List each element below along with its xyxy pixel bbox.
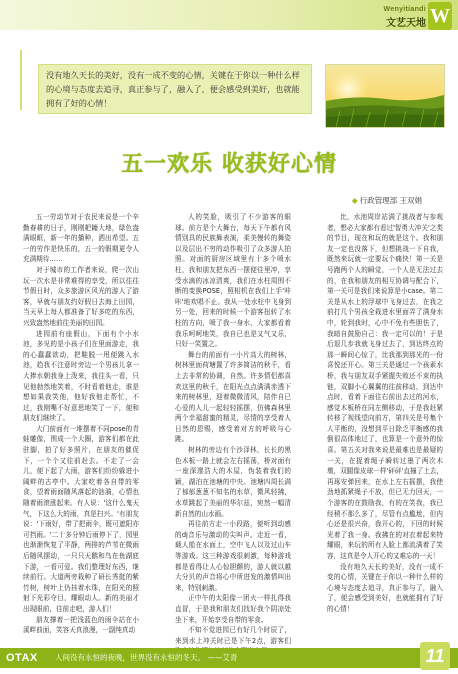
paragraph: 比，水池周岸站满了挑战者与参观者，想必大家都有看过'智勇大冲关'之类的节目，现在和玩的就是这个。我和朋友一定也没落下，但想挑战一下自我，既然来玩就一定要玩个痛快！第一关是号跑两个人的瞬觉，一个人是无法过去的，在我和朋友的相互协调与配合下，第一关可是我们来说算是小case。第二关是从水上的浮球中飞身过去，在我之前打几个男孩全栽进水里面弄了满身水中，轮到我时，心中不免有些胆怯了，我暗自鼓励自己：我一定可以的！于是后退几步我就飞身过去了，到达终点的那一瞬间心惊了，比我那到那光的一份喜悦还开心。第三关是通过一个孩素水桥，我与朋友双手紧握失败还不束的执链，双脚小心翼翼的往前移动，到达中点时，看着下面往右前出去过的河水，感觉木板桥在同左侧移动，于是我赶紧转移了视线望向前方，第四关是号集个人平衡的，没想到平日除乏平衡感的我倒很高体地过了，也算是一个意外的惊喜。第五关对我来说是最难也是最疑的一关，在捉着绳子瞬转过墨了两次木墩，双腿像皮球一样'砰砰'直撞了上去，再琢安弹回来，在水上左右摇摆，我使劲地抓紧绳子不放，但已无力回天，一个游客的在鼓励我，有的在笑我，我已经稍不那么多了，尽管有点尴尬，但内心还是很兴奋，我开心的，下回的时候光着了我一身。我拂在的对衣着起来特耀眼，来玩的所有人脸上都流满着了笑容，这真是令人开心的又难忘的一天！ (327, 213, 443, 560)
byline-text: 行政管理部 王双娟 (359, 196, 422, 205)
intro-text: 没有地久天长的美好，没有一成不变的心情，关键在于你以一种什么样的心境与态度去追寻，真正参与了，融入了，便会感受到美好，也就能拥有了好的心情！ (46, 70, 300, 108)
section-logo: W (428, 2, 452, 30)
bullet-icon: ◆ (351, 196, 358, 205)
article-title: 五一欢乐 收获好心情 (121, 152, 337, 177)
masthead-en-title: Wenyitiandi (383, 6, 426, 13)
paragraph: 对于城市的工作者来说，爬一次山玩一次水是非常难得的享受，所以往往节假日时，众多旅游区风光的游人了游客，早就与朋友约好假日去海上田园，当天早上每人都准备了好多吃的东西，兴致盎然地前往美丽的田园。 (23, 265, 139, 327)
article-column-3 (327, 212, 443, 615)
paragraph: 正中午的太阳像一团火一样扎得我直冒，于是我和朋友们找好我个阴凉处坐下来，开始享受自带的零食。 (175, 594, 291, 624)
paragraph: 人的笑脸，吸引了不少游客的眼球。前方是个大舞台，每天下午都有风情别具的民族舞表演，柔美慢转的舞姿以及层出不穷的动作吸引了众多游人拍照。对面的厨房区域里有十多个喷水柱，我和朋友把东西一摆便往里冲，享受水滴的冰凉清爽，我们在水柱周围不断的变换POSE，照相机在我们上手'咔咔'地欢唱不止。我从一处水柱中飞身到另一处，回来的时候一个游客扭转了水柱的方向，喷了我一身水，大家都看着我乐呵呵地笑，我自已也是又气又乐，只好一笑置之。 (175, 213, 291, 349)
paragraph: 树林的旁边有个沙泽林，长长的黑色木板一路上就会左右摇荡，桥对面有一座深邃浩大的木屋，伪装着我们的颖，湖泊在池塘的中央。池塘四周长满了郁郁葱葱不知名的水草，微风轻拂，水草跳起了美丽的华尔兹，宛然一幅清新自然的山水画。 (175, 446, 291, 518)
paragraph: 再往前方走一小段路，便听到动感的dj音乐与激动的尖叫声。走近一看，载人船在水面上，空中飞人以及过山车等游戏。这三种游戏很刺激，每种游戏都是看得让人心惊胆颤的，游人就以越大分贝的声音将心中所进发的激情叫出来，特别刺激。 (175, 520, 291, 592)
page-number: 11 (420, 642, 450, 670)
byline (352, 195, 422, 206)
field-sunset-image (326, 65, 444, 127)
paragraph: 大门前面有一堆摆着不同pose的青蛙雕像，围成一个大圈，游客们都在此驻脚，拍了好多照片，在朋友的催促下，一个个又往前赶去。不走了一会儿，便下起了大雨，游客们纷纷躲进小阔畔的古亭中。大家吃着各自带的零食，望着雨面随风落起的涟漪，心情也随着雨滚涨起来。有人说：'这什么鬼天气，下这么大的雨，真是扫兴。'有朋友说：'下雨好，带了把雨伞，既可遮阳亦可挡雨。'二十多分钟后雨停下了，园里也渐渐恢复了平静，两排的芦苇在微雨后随风摆动，一只只天鹅和鸟在鱼湖底下游，一看可爱。我们整理好东西，继续前行。大道两旁栽种了研长秀挺的紫竹树，树叶上仍挂着水珠，在阳光的照射下光彩夺目，耀眼动人。新的美丽才出现眼前，往前走吧，游人们！ (23, 424, 139, 613)
field-sunset-photo (325, 64, 445, 128)
footer-brand: OTAX (6, 652, 38, 664)
footer-slogan: 人间没有永恒的夜晚，世界没有永恒的冬天。 ——艾青 (55, 653, 238, 662)
paragraph: 没有地久天长的美好，没有一成不变的心情，关键在于你以一种什么样的心境与态度去追寻，真正参与了，融入了，便会感受到美好，也就能拥有了好的心情！ (327, 562, 443, 613)
paragraph: 不知不觉进园已有好几个时辰了，来到水上冲关时已是下午2点，游客们 (175, 626, 291, 645)
paragraph: 进园前有座假山，下面有个小水池，多见的是小孩子们在里面游走，我的心蠢蠢欲动，把鞋脱一甩便跳入水池，趋我不注意时旁边一个男孩儿拿一大捧水朝我身上泼来，我往头一看，只见他勃然地笑着，不时看着他走，谁是想如果我笑他，他好我他走帮忙，不过，我刚嘴不好意思地笑了一下，便和朋友们继续了。 (23, 329, 139, 423)
paragraph: 朋友撑着一把浅蓝色的雨伞站在小溪畔前面，笑容天真浪漫，一副纯真动 (23, 615, 139, 635)
masthead (384, 6, 426, 29)
article-column-2 (175, 212, 291, 657)
paragraph: 五一劳动节对于农民来说是一个辛勤春耕的日子，刚刚耙耱大地，绿色盎满眼眶，新一年的播种，洒出希望。五一的劳作是快乐的，五一的假期更令人充满期待…… (23, 213, 139, 264)
article-column-1 (23, 212, 139, 636)
paragraph: 舞台的前面有一小片高大的树林，树林里面荷塘置了许多简洁的秋千，看上去非常的协调，自然。许多情侣都喜欢这里的秋千，在阳光点点满满赤透下来的树林里，迎着微微清风，陪伴自已心爱的人儿一起轻轻摇摆，仿佛森林里两个幸福甜蜜的精灵，尽情的享受着人日然的恩赐，感受着对方的呼吸与心跳。 (175, 350, 291, 444)
decorative-line (20, 50, 22, 110)
masthead-cn-title: 文艺天地 (386, 18, 426, 29)
